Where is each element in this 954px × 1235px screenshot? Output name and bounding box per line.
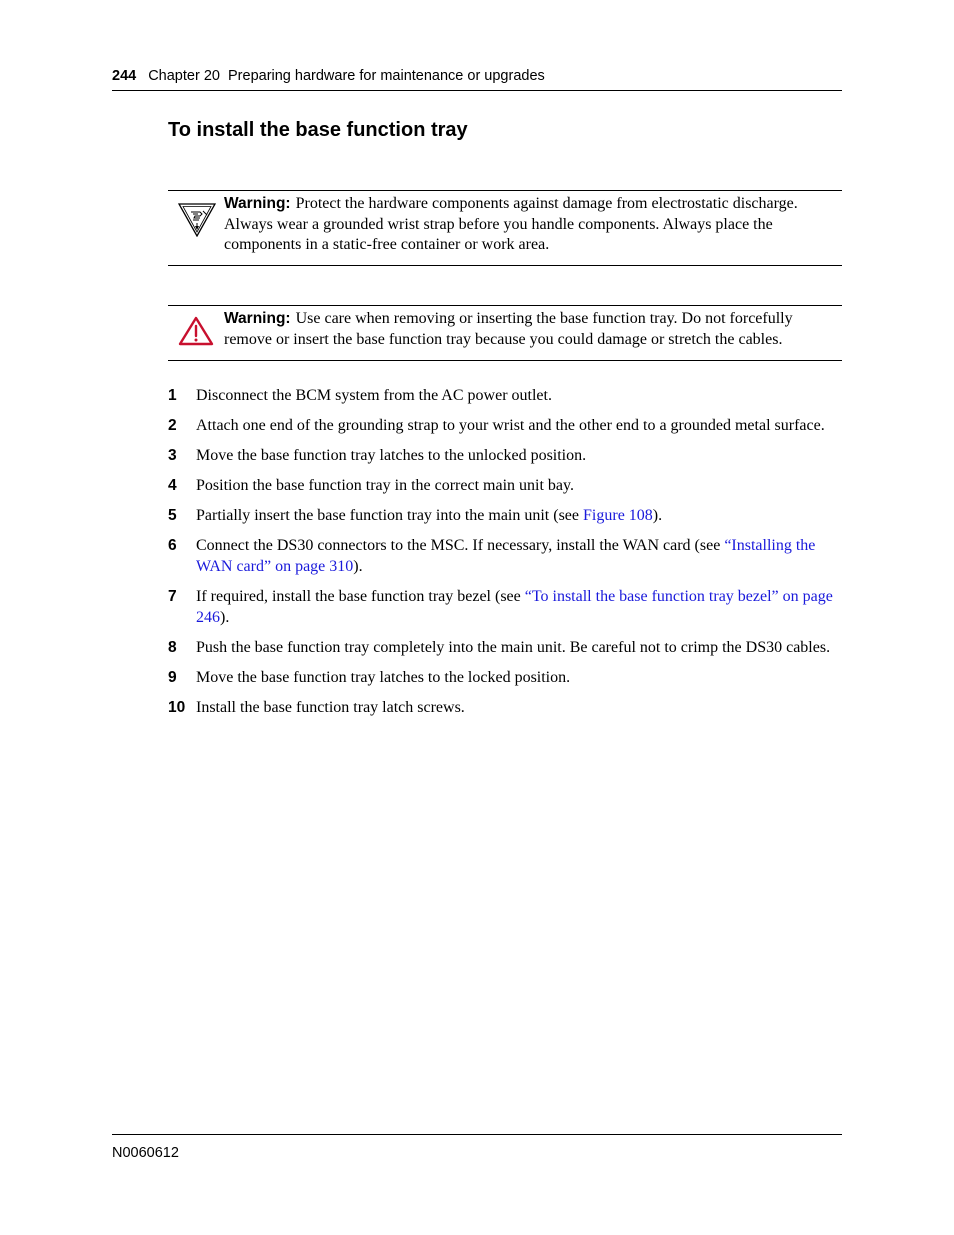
step-text: If required, install the base function tray bezel (see [196, 588, 525, 605]
step-number: 2 [168, 417, 177, 434]
caution-warning-text [224, 309, 842, 350]
procedure-steps [168, 385, 842, 727]
section-title: To install the base function tray [168, 119, 468, 141]
step-text: Push the base function tray completely into the main unit. Be careful not to crimp the DS30 cables. [196, 639, 831, 656]
step-2 [168, 415, 842, 436]
document-id: N0060612 [112, 1145, 179, 1161]
step-5 [168, 505, 842, 526]
step-number: 1 [168, 387, 177, 404]
step-text-end: ). [652, 507, 663, 524]
step-number: 8 [168, 639, 177, 656]
step-9 [168, 667, 842, 688]
step-10 [168, 697, 842, 718]
warning-body: Use care when removing or inserting the base function tray. Do not forcefully remove or insert the base function tray because you could damage or stretch the cables. [224, 310, 793, 348]
step-number: 10 [168, 699, 186, 716]
step-text-end: ). [220, 609, 230, 626]
step-number: 4 [168, 477, 177, 494]
step-number: 7 [168, 588, 177, 605]
chapter-title: Chapter 20 Preparing hardware for maintenance or upgrades [148, 68, 545, 84]
step-8 [168, 637, 842, 658]
esd-warning-text [224, 194, 842, 256]
step-text: Move the base function tray latches to the unlocked position. [196, 447, 587, 464]
step-7 [168, 586, 842, 628]
step-text: Attach one end of the grounding strap to your wrist and the other end to a grounded metal surface. [196, 417, 825, 434]
page-footer [112, 1134, 842, 1161]
step-4 [168, 475, 842, 496]
warning-label: Warning: [224, 310, 291, 327]
step-text: Connect the DS30 connectors to the MSC. If necessary, install the WAN card (see [196, 537, 725, 554]
step-text: Disconnect the BCM system from the AC power outlet. [196, 387, 552, 404]
step-number: 3 [168, 447, 177, 464]
step-number: 9 [168, 669, 177, 686]
step-3 [168, 445, 842, 466]
step-text-end: ). [353, 558, 363, 575]
step-number: 5 [168, 507, 177, 524]
caution-triangle-icon [178, 316, 214, 351]
step-text: Move the base function tray latches to the locked position. [196, 669, 571, 686]
page-number: 244 [112, 68, 137, 84]
page-header [112, 68, 842, 91]
step-1 [168, 385, 842, 406]
warning-body: Protect the hardware components against damage from electrostatic discharge. Always wear a grounded wrist strap before you handle components. Always place the components in a static-free container or work area. [224, 195, 798, 253]
step-number: 6 [168, 537, 177, 554]
caution-warning-box [168, 305, 842, 361]
esd-warning-box [168, 190, 842, 266]
installing-wan-card-link[interactable]: “Installing the WAN card” on page 310 [196, 537, 816, 575]
step-6 [168, 535, 842, 577]
figure-108-link[interactable]: Figure 108 [583, 507, 653, 524]
step-text: Partially insert the base function tray into the main unit (see [196, 507, 584, 524]
esd-warning-icon [178, 203, 216, 242]
install-tray-bezel-link[interactable]: “To install the base function tray bezel” on page 246 [196, 588, 833, 626]
step-text: Position the base function tray in the correct main unit bay. [196, 477, 574, 494]
warning-label: Warning: [224, 195, 291, 212]
step-text: Install the base function tray latch screws. [196, 699, 465, 716]
